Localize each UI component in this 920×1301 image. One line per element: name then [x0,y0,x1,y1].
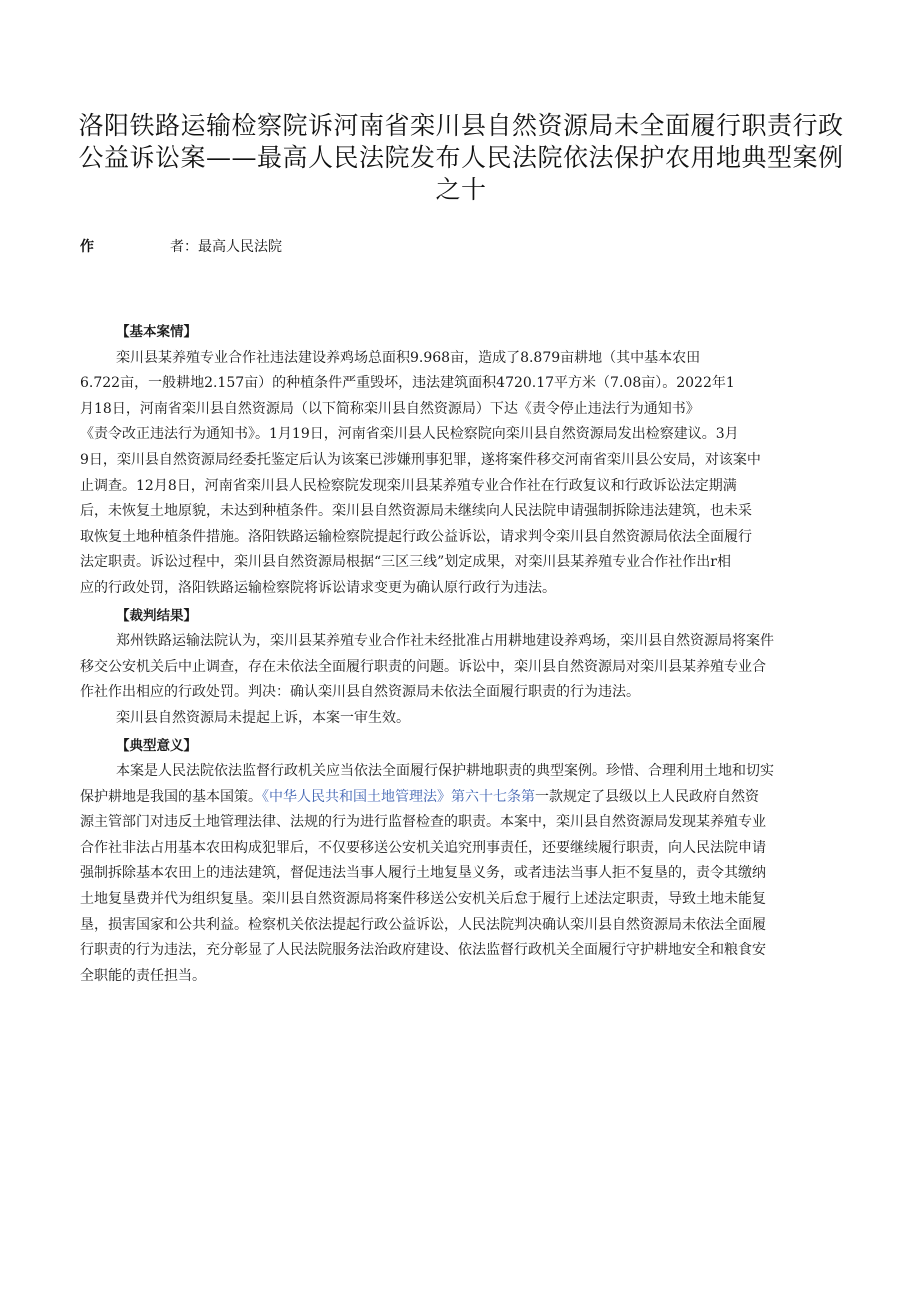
text-line [80,785,840,811]
text-line: 土地复垦费并代为组织复垦。栾川县自然资源局将案件移送公安机关后怠于履行上述法定职责，导致土地未能复 [80,891,766,908]
text-line: 栾川县自然资源局未提起上诉，本案一审生效。 [116,709,410,726]
land-law-link[interactable]: 《中华人民共和国土地管理法》第六十七条第 [262,788,535,805]
text-line: 全职能的责任担当。 [80,967,206,984]
heading-significance: 【典型意义】 [116,737,197,754]
text-line: 应的行政处罚，洛阳铁路运输检察院将诉讼请求变更为确认原行政行为违法。 [80,579,556,596]
text-line: 6.722亩，一般耕地2.157亩）的种植条件严重毁坏，违法建筑面积4720.17平方米（7.08亩）。2022年1 [80,375,735,392]
article-body [80,318,840,989]
heading-judgment-result: 【裁判结果】 [116,607,197,624]
text-line: 栾川县某养殖专业合作社违法建设养鸡场总面积9.968亩，造成了8.879亩耕地（其中基本农田 [116,349,701,366]
title-line-3: 之十 [435,175,487,204]
paragraph-judgment-effective [80,706,840,732]
text-line: 取恢复土地种植条件措施。洛阳铁路运输检察院提起行政公益诉讼，请求判令栾川县自然资源局依法全面履行 [80,528,752,545]
paragraph-judgment-result [80,629,840,706]
text-line: 强制拆除基本农田上的违法建筑，督促违法当事人履行土地复垦义务，或者违法当事人拒不复垦的，责令其缴纳 [80,865,766,882]
title-line-1: 洛阳铁路运输检察院诉河南省栾川县自然资源局未全面履行职责行政 [78,111,844,140]
text-line: 本案是人民法院依法监督行政机关应当依法全面履行保护耕地职责的典型案例。珍惜、合理利用土地和切实 [116,763,774,780]
text-line: 垦，损害国家和公共利益。检察机关依法提起行政公益诉讼，人民法院判决确认栾川县自然资源局未依法全面履 [80,916,766,933]
text-line: 合作社非法占用基本农田构成犯罪后，不仅要移送公安机关追究刑事责任，还要继续履行职责，向人民法院申请 [80,839,766,856]
text-line: 止调查。12月8日，河南省栾川县人民检察院发现栾川县某养殖专业合作社在行政复议和行政诉讼法定期满 [80,477,737,494]
text-segment: 一款规定了县级以上人民政府自然资 [535,788,759,805]
author-value: 最高人民法院 [198,239,282,255]
paragraph-basic-facts [80,346,840,602]
author-label-suffix: 者： [170,239,198,255]
text-line: 法定职责。诉讼过程中，栾川县自然资源局根据“三区三线”划定成果，对栾川县某养殖专业合作社作出r相 [80,554,732,571]
title-line-2: 公益诉讼案——最高人民法院发布人民法院依法保护农用地典型案例 [78,143,844,172]
heading-basic-facts: 【基本案情】 [116,324,197,340]
text-line: 9日，栾川县自然资源局经委托鉴定后认为该案已涉嫌刑事犯罪，遂将案件移交河南省栾川县公安局，对该案中 [80,451,761,468]
paragraph-significance [80,759,840,989]
text-line: 郑州铁路运输法院认为，栾川县某养殖专业合作社未经批准占用耕地建设养鸡场，栾川县自然资源局将案件 [116,633,774,650]
text-line: 源主管部门对违反土地管理法律、法规的行为进行监督检查的职责。本案中，栾川县自然资源局发现某养殖专业 [80,814,766,831]
author-row [80,237,282,257]
text-line: 行职责的行为违法，充分彰显了人民法院服务法治政府建设、依法监督行政机关全面履行守护耕地安全和粮食安 [80,942,766,959]
text-line: 后，未恢复土地原貌，未达到种植条件。栾川县自然资源局未继续向人民法院申请强制拆除违法建筑，也未采 [80,503,752,520]
text-segment: 保护耕地是我国的基本国策。 [80,788,262,805]
text-line: 移交公安机关后中止调查，存在未依法全面履行职责的问题。诉讼中，栾川县自然资源局对栾川县某养殖专业合 [80,658,766,675]
text-line: 月18日，河南省栾川县自然资源局（以下简称栾川县自然资源局）下达《责令停止违法行为通知书》 [80,400,700,417]
page-title [78,110,844,206]
text-line: 《责令改正违法行为通知书》。1月19日，河南省栾川县人民检察院向栾川县自然资源局发出检察建议。3月 [80,426,739,443]
text-line: 作社作出相应的行政处罚。判决：确认栾川县自然资源局未依法全面履行职责的行为违法。 [80,684,640,701]
author-label: 作 [80,239,94,255]
